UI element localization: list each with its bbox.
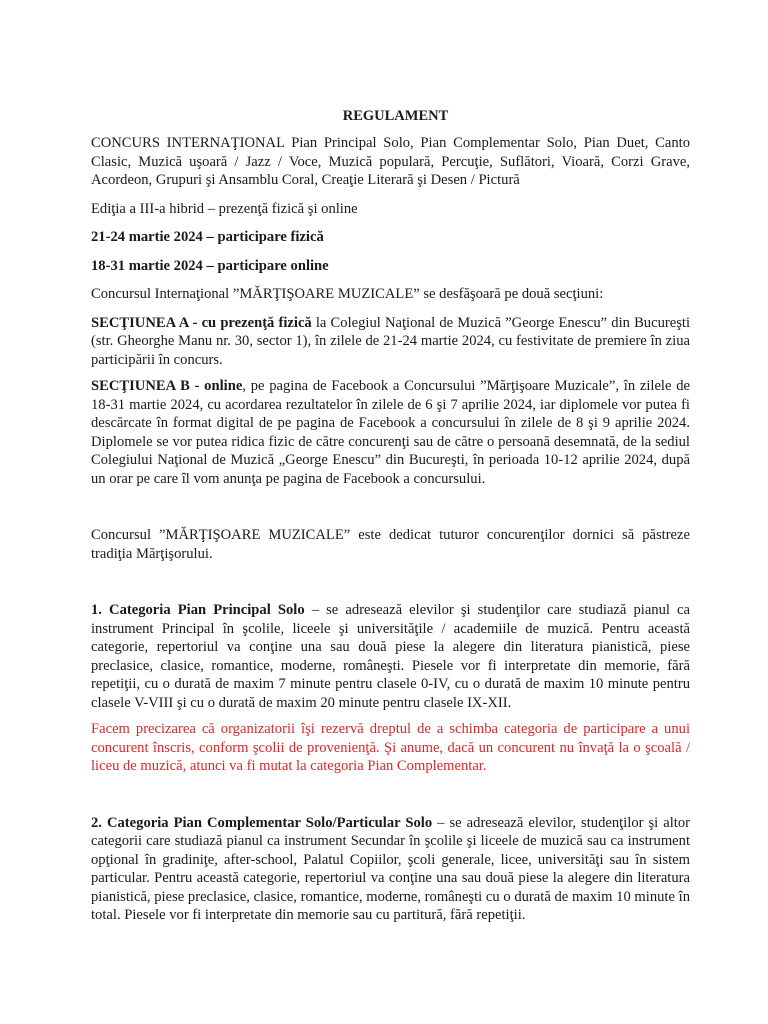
- section-b-text: , pe pagina de Facebook a Concursului ”Mărţişoare Muzicale”, în zilele de 18-31 martie 2024, cu acordarea rezultatelor în zilele de 6 şi 7 aprilie 2024, iar diplomele vor putea fi descărcate în format digital de pe pagina de Facebook a concursului în zilele de 8 şi 9 aprilie 2024. Diplomele se vor putea ridica fizic de către concurenţi sau de către o persoană desemnată, de la sediul Colegiului Naţional de Muzică „George Enescu” din Bucureşti, în perioada 10-12 aprilie 2024, după un orar pe care îl vom anunţa pe pagina de Facebook a concursului.: [91, 378, 690, 487]
- contest-intro: CONCURS INTERNAŢIONAL Pian Principal Solo, Pian Complementar Solo, Pian Duet, Canto Clasic, Muzică uşoară / Jazz / Voce, Muzică populară, Percuţie, Suflători, Vioară, Corzi Grave, Acordeon, Grupuri şi Ansamblu Coral, Creaţie Literară şi Desen / Pictură: [91, 135, 690, 188]
- document-title: REGULAMENT: [342, 108, 449, 124]
- section-a-label: SECŢIUNEA A - cu prezenţă fizică: [91, 314, 312, 331]
- dedication: Concursul ”MĂRŢIŞOARE MUZICALE” este dedicat tuturor concurenţilor dornici să păstreze tradiţia Mărţişorului.: [91, 527, 690, 562]
- category-1-text: – se adresează elevilor şi studenţilor care studiază pianul ca instrument Principal în şcolile, liceele şi universităţile / academiile de muzică. Pentru această categorie, repertoriul va conţine una sau două piese la alegere din literatura pianistică, piese preclasice, clasice, romantice, moderne, româneşti. Piesele vor fi interpretate din memorie, fără repetiţii, cu o durată de maxim 7 minute pentru clasele 0-IV, cu o durată de maxim 10 minute pentru clasele V-VIII şi cu o durată de maxim 20 minute pentru clasele IX-XII.: [91, 602, 690, 711]
- date-online: [91, 257, 690, 276]
- category-1: [91, 601, 690, 712]
- sections-intro: Concursul Internaţional ”MĂRŢIŞOARE MUZICALE” se desfăşoară pe două secţiuni:: [91, 286, 604, 302]
- date-online-text: 18-31 martie 2024 – participare online: [91, 257, 329, 274]
- category-1-label: 1. Categoria Pian Principal Solo: [91, 602, 305, 618]
- section-b-label: SECŢIUNEA B - online: [91, 378, 243, 394]
- category-2: [91, 814, 690, 925]
- date-physical: [91, 228, 690, 247]
- section-b: [91, 377, 690, 488]
- category-2-text: – se adresează elevilor, studenţilor şi altor categorii care studiază pianul ca instrument Secundar în şcolile şi liceele de muzică sau ca instrument opţional în gradiniţe, after-school, Palatul Copiilor, şcoli generale, licee, universităţi sau în sistem particular. Pentru această categorie, repertoriul va conţine una sau două piese la alegere din literatura pianistică, piese preclasice, clasice, romantice, moderne, româneşti cu o durată de maxim 10 minute în total. Piesele vor fi interpretate din memorie sau cu partitură, fără repetiţii.: [91, 814, 691, 923]
- date-physical-text: 21-24 martie 2024 – participare fizică: [91, 229, 324, 245]
- edition-line: Ediţia a III-a hibrid – prezenţă fizică şi online: [91, 200, 358, 217]
- category-2-label: 2. Categoria Pian Complementar Solo/Particular Solo: [91, 814, 433, 831]
- section-a-text: la Colegiul Naţional de Muzică ”George Enescu” din Bucureşti (str. Gheorghe Manu nr. 30, sector 1), în zilele de 21-24 martie 2024, cu festivitate de premiere în ziua participării în concurs.: [91, 314, 691, 368]
- section-a: [91, 314, 690, 370]
- organizer-notice: Facem precizarea că organizatorii îşi rezervă dreptul de a schimba categoria de participare a unui concurent înscris, conform şcolii de provenienţă. Şi anume, dacă un concurent nu învaţă la o şcoală / liceu de muzică, atunci va fi mutat la categoria Pian Complementar.: [91, 721, 690, 774]
